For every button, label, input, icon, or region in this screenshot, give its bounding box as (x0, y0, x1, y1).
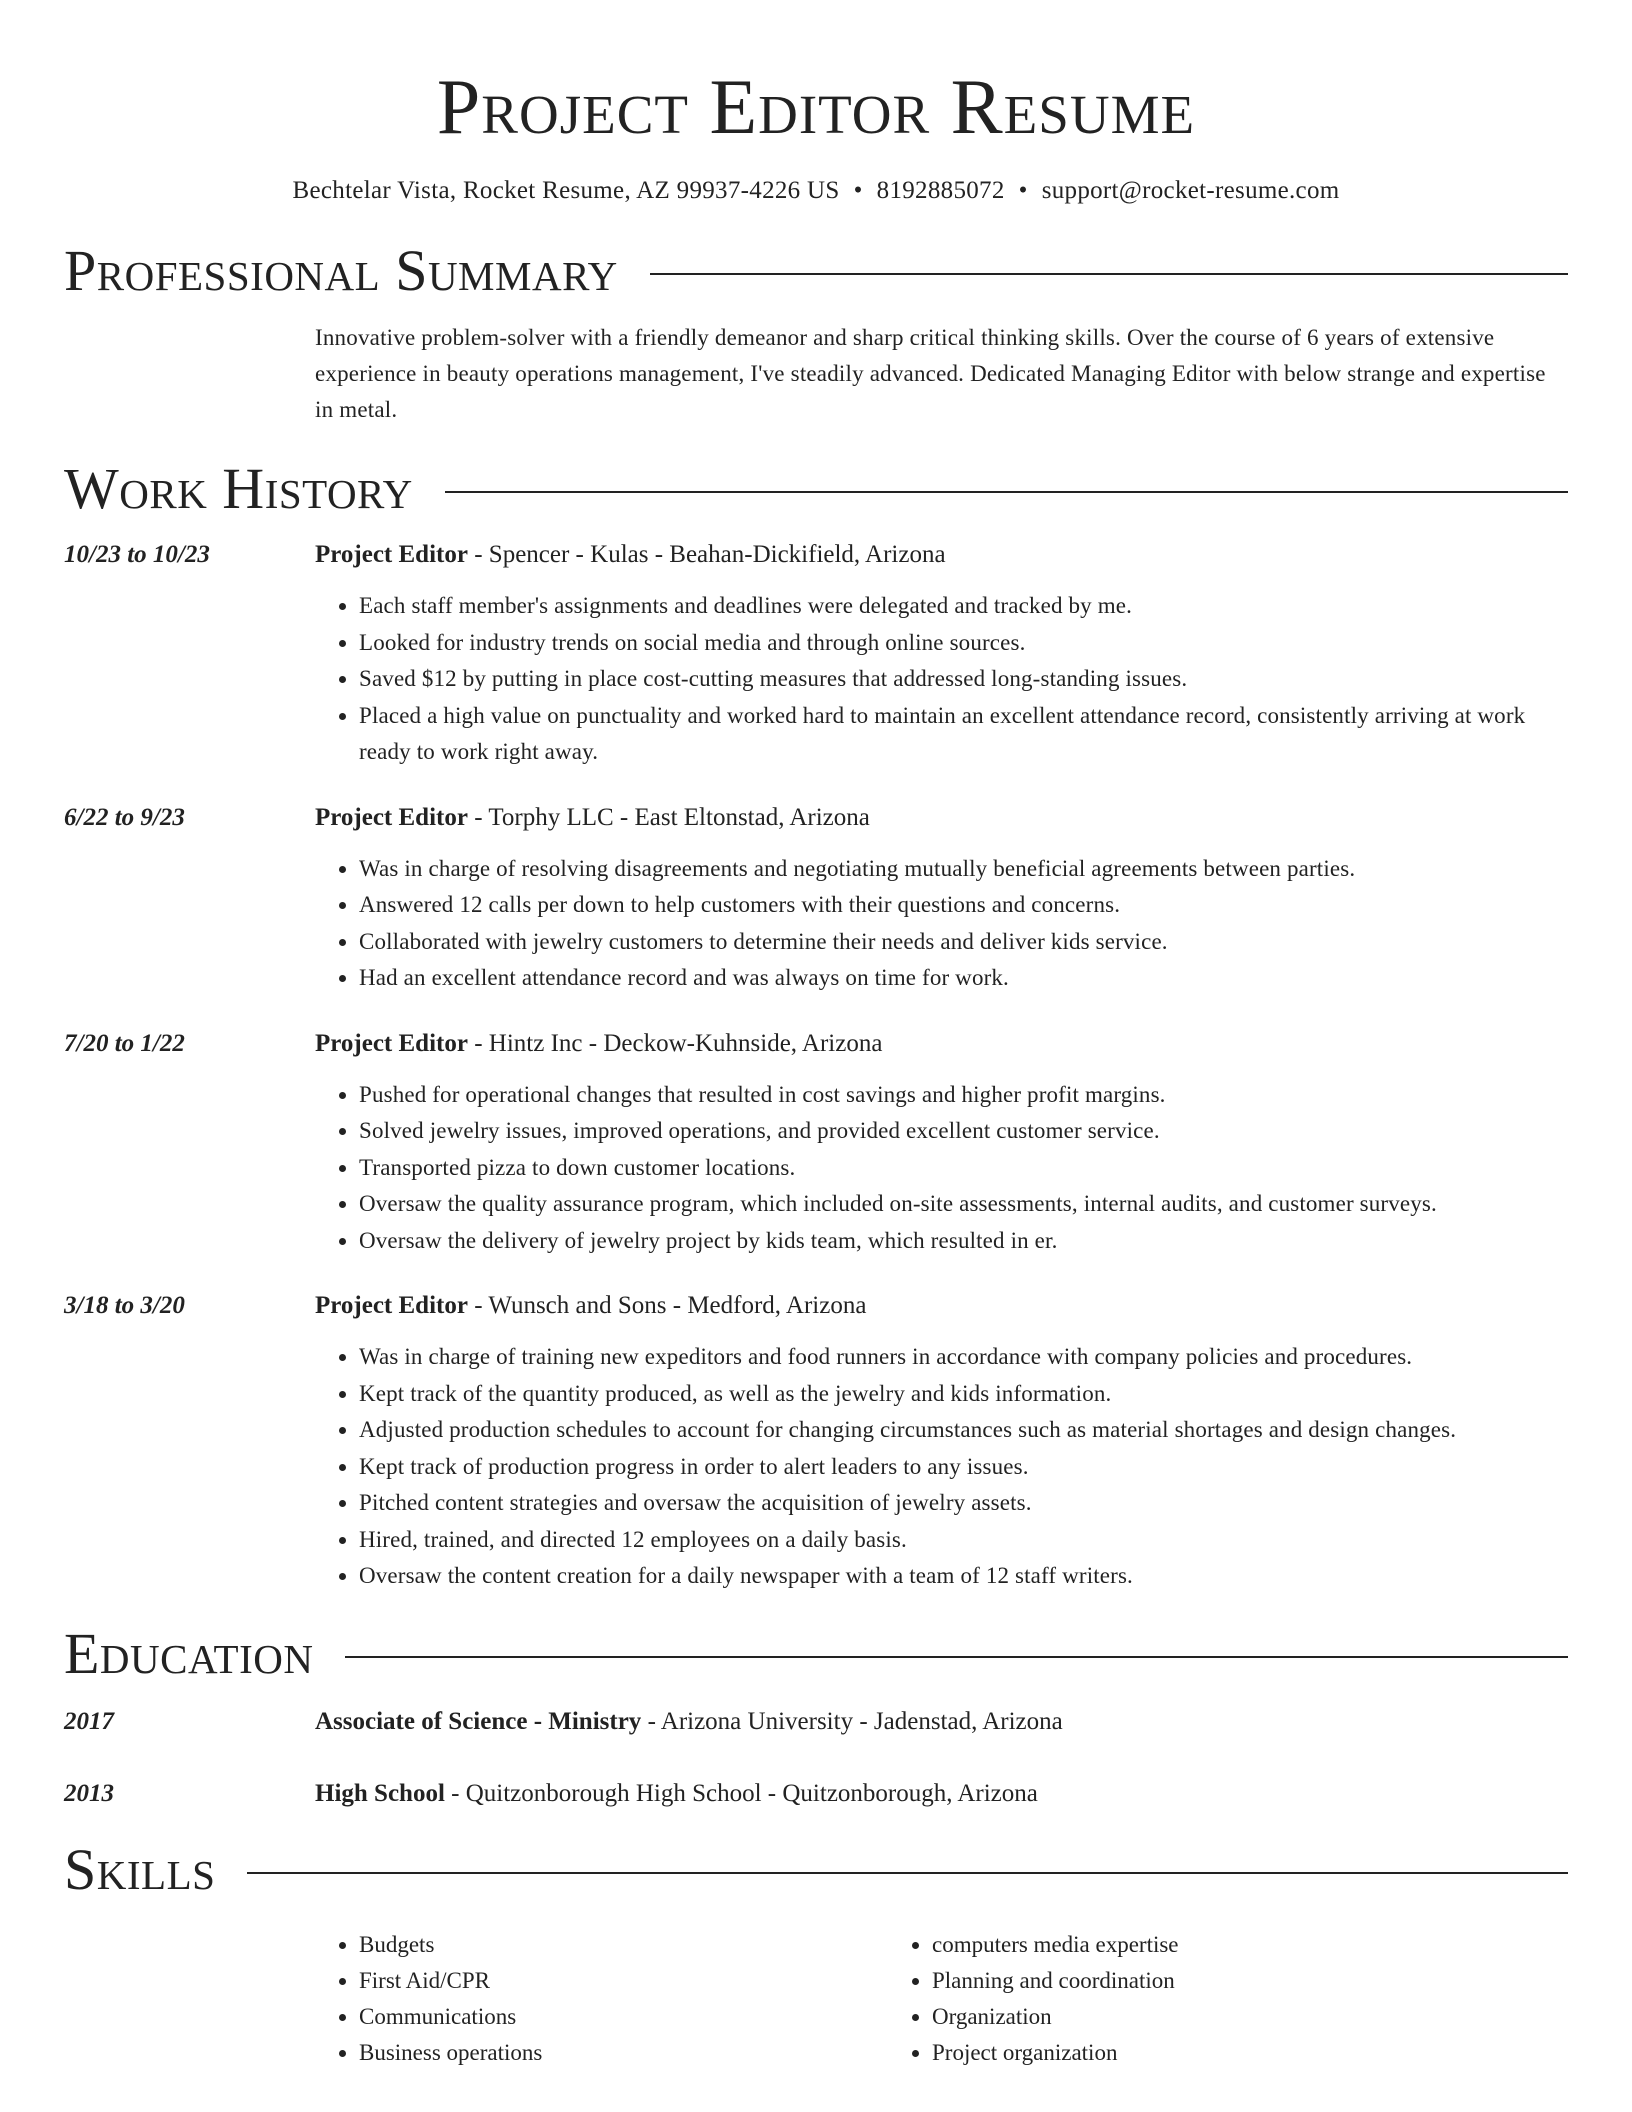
skill-item: • Organization (932, 1999, 1461, 2035)
summary-row (64, 320, 1568, 428)
job-entry (64, 538, 1568, 771)
separator: • (853, 177, 863, 204)
section-heading: Skills (64, 1836, 216, 1902)
job-bullet: • Each staff member's assignments and deadlines were delegated and tracked by me. (359, 588, 1568, 625)
job-heading (315, 538, 1568, 572)
job-heading (315, 801, 1568, 835)
job-bullet: • Looked for industry trends on social media and through online sources. (359, 625, 1568, 662)
skill-item: • First Aid/CPR (359, 1963, 888, 1999)
job-bullet: • Saved $12 by putting in place cost-cutting measures that addressed long-standing issues. (359, 661, 1568, 698)
section-divider (345, 1656, 1568, 1658)
education-year: 2017 (64, 1707, 114, 1735)
job-title: Project Editor (315, 1292, 468, 1319)
job-bullet: • Hired, trained, and directed 12 employees on a daily basis. (359, 1522, 1568, 1559)
job-bullet: • Oversaw the quality assurance program, which included on-site assessments, internal audits, and customer surveys. (359, 1186, 1568, 1223)
education-year: 2013 (64, 1779, 114, 1807)
section-divider (247, 1872, 1568, 1874)
job-bullet: • Had an excellent attendance record and was always on time for work. (359, 960, 1568, 997)
job-dates: 7/20 to 1/22 (64, 1029, 185, 1057)
job-bullets (315, 851, 1568, 997)
job-bullet: • Solved jewelry issues, improved operations, and provided excellent customer service. (359, 1113, 1568, 1150)
section-header-education (64, 1621, 1568, 1687)
job-bullet: • Was in charge of training new expeditors and food runners in accordance with company policies and procedures. (359, 1339, 1568, 1376)
section-header-skills (64, 1837, 1568, 1903)
job-title: Project Editor (315, 541, 468, 568)
resume-title: Project Editor Resume (436, 63, 1196, 150)
resume-page (64, 0, 1568, 2071)
section-heading: Work History (64, 456, 413, 521)
skill-item: • Project organization (932, 2035, 1461, 2071)
job-bullet: • Answered 12 calls per down to help customers with their questions and concerns. (359, 887, 1568, 924)
email: support@rocket-resume.com (1041, 177, 1340, 204)
skills-grid (315, 1927, 1461, 2071)
job-entry (64, 1289, 1568, 1595)
section-header-summary (64, 238, 1568, 304)
job-bullet: • Pushed for operational changes that resulted in cost savings and higher profit margins. (359, 1077, 1568, 1114)
skill-item: • Communications (359, 1999, 888, 2035)
job-details: - Wunsch and Sons - Medford, Arizona (467, 1292, 867, 1319)
job-details: - Torphy LLC - East Eltonstad, Arizona (467, 803, 870, 831)
section-header-work (64, 456, 1568, 522)
separator: • (1018, 177, 1028, 204)
job-bullet: • Collaborated with jewelry customers to determine their needs and deliver kids service. (359, 924, 1568, 961)
section-divider (650, 273, 1568, 275)
section-heading: Professional Summary (64, 238, 618, 303)
education-details: - Quitzonborough High School - Quitzonborough, Arizona (444, 1779, 1038, 1807)
job-dates: 3/18 to 3/20 (64, 1292, 185, 1319)
job-details: - Hintz Inc - Deckow-Kuhnside, Arizona (467, 1029, 883, 1057)
education-degree: Associate of Science - Ministry (315, 1707, 642, 1735)
job-bullet: • Oversaw the content creation for a daily newspaper with a team of 12 staff writers. (359, 1558, 1568, 1595)
skill-item: • Planning and coordination (932, 1963, 1461, 1999)
skill-item: • Business operations (359, 2035, 888, 2071)
job-bullet: • Kept track of the quantity produced, as well as the jewelry and kids information. (359, 1376, 1568, 1413)
job-dates: 6/22 to 9/23 (64, 803, 185, 831)
skill-item: • Budgets (359, 1927, 888, 1963)
skill-item: • computers media expertise (932, 1927, 1461, 1963)
summary-text: Innovative problem-solver with a friendly demeanor and sharp critical thinking skills. Over the course of 6 years of extensive experience in beauty operations management, I've steadily advanced. Dedicated Managing Editor with below strange and expertise in metal. (315, 325, 1546, 422)
phone: 8192885072 (876, 177, 1005, 204)
job-bullet: • Oversaw the delivery of jewelry project by kids team, which resulted in er. (359, 1223, 1568, 1260)
job-title: Project Editor (315, 1029, 468, 1057)
job-bullet: • Was in charge of resolving disagreements and negotiating mutually beneficial agreements between parties. (359, 851, 1568, 888)
job-title: Project Editor (315, 803, 468, 831)
job-bullet: • Kept track of production progress in order to alert leaders to any issues. (359, 1449, 1568, 1486)
education-entry (64, 1777, 1568, 1811)
job-bullet: • Adjusted production schedules to account for changing circumstances such as material shortages and design changes. (359, 1412, 1568, 1449)
job-bullet: • Pitched content strategies and oversaw the acquisition of jewelry assets. (359, 1485, 1568, 1522)
job-bullets (315, 1077, 1568, 1260)
job-heading (315, 1027, 1568, 1061)
education-entry (64, 1705, 1568, 1739)
job-bullet: • Transported pizza to down customer locations. (359, 1150, 1568, 1187)
job-bullets (315, 1339, 1568, 1595)
job-heading (315, 1289, 1568, 1323)
skills-row (64, 1927, 1568, 2071)
section-heading: Education (64, 1620, 314, 1686)
education-degree: High School (315, 1779, 445, 1807)
address: Bechtelar Vista, Rocket Resume, AZ 99937-4226 US (292, 177, 840, 204)
education-details: - Arizona University - Jadenstad, Arizona (641, 1707, 1063, 1735)
job-dates: 10/23 to 10/23 (64, 541, 210, 568)
section-divider (445, 491, 1568, 493)
work-history-list (64, 538, 1568, 1595)
job-bullet: • Placed a high value on punctuality and worked hard to maintain an excellent attendance record, consistently arriving at work ready to work right away. (359, 698, 1568, 771)
contact-line (64, 174, 1568, 208)
job-bullets (315, 588, 1568, 771)
job-entry (64, 801, 1568, 997)
skills-column-right (888, 1927, 1461, 2071)
job-entry (64, 1027, 1568, 1260)
job-details: - Spencer - Kulas - Beahan-Dickifield, Arizona (467, 541, 946, 568)
skills-column-left (315, 1927, 888, 2071)
